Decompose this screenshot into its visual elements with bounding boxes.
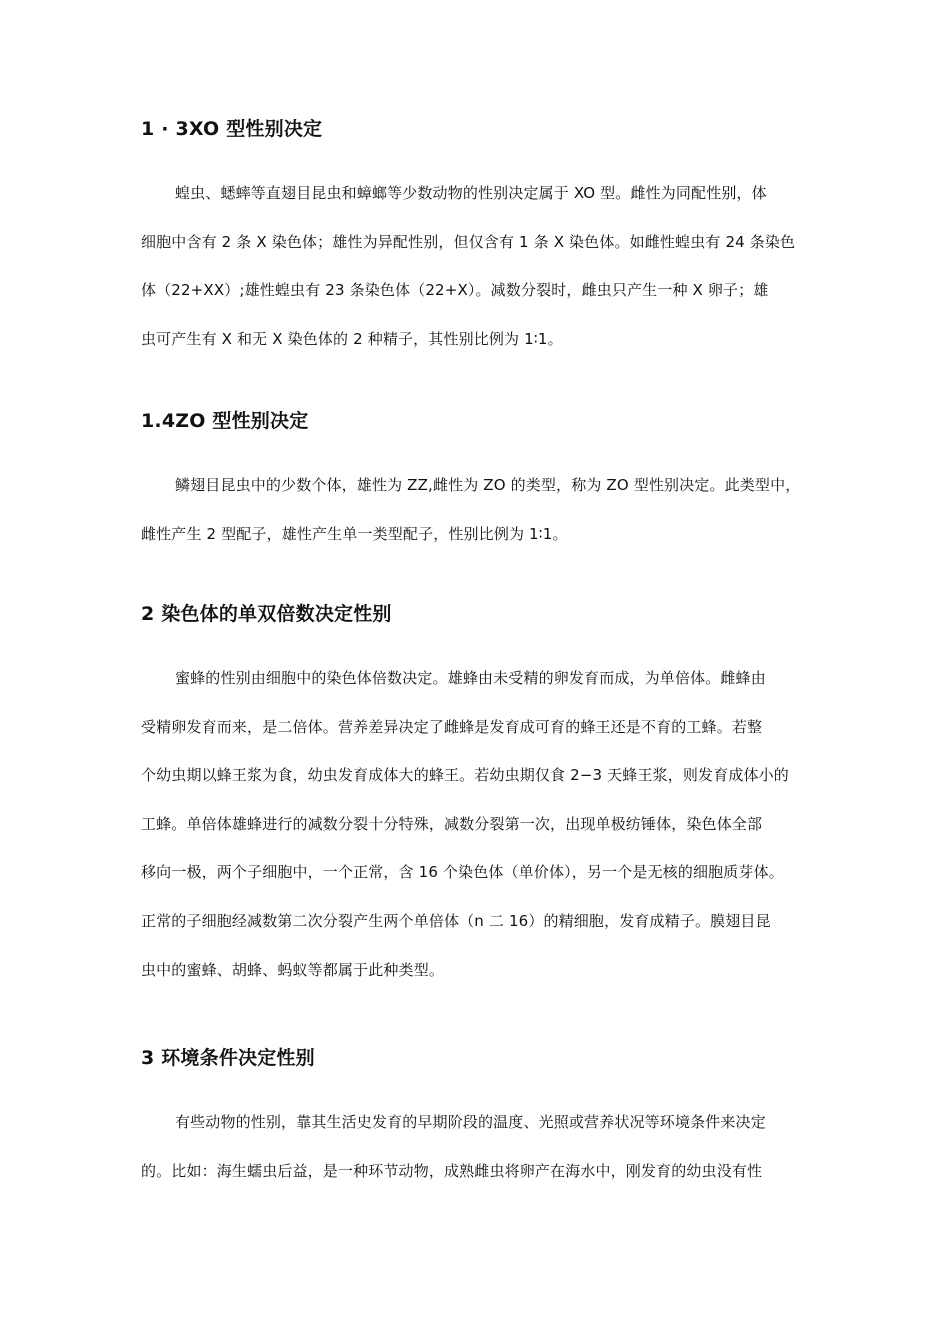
paragraph-line: 鳞翅目昆虫中的少数个体，雄性为 ZZ,雌性为 ZO 的类型，称为 ZO 型性别决定。此类型中， <box>175 476 801 494</box>
paragraph-line: 正常的子细胞经减数第二次分裂产生两个单倍体（n 二 16）的精细胞，发育成精子。膜翅目昆 <box>141 911 771 930</box>
paragraph-line: 蝗虫、蟋蟀等直翅目昆虫和蟑螂等少数动物的性别决定属于 XO 型。雌性为同配性别，体 <box>175 184 767 202</box>
section-heading-ploidy: 2 染色体的单双倍数决定性别 <box>141 603 392 625</box>
paragraph-line: 虫可产生有 X 和无 X 染色体的 2 种精子，其性别比例为 1∶1。 <box>141 329 563 348</box>
paragraph-xo <box>141 183 821 377</box>
paragraph-line: 有些动物的性别，靠其生活史发育的早期阶段的温度、光照或营养状况等环境条件来决定 <box>175 1113 766 1131</box>
paragraph-environment <box>141 1112 821 1209</box>
paragraph-line: 工蜂。单倍体雄蜂进行的减数分裂十分特殊，减数分裂第一次，出现单极纺锤体，染色体全部 <box>141 814 763 833</box>
paragraph-zo <box>141 475 821 572</box>
section-heading-zo: 1.4ZO 型性别决定 <box>141 410 309 432</box>
paragraph-line: 虫中的蜜蜂、胡蜂、蚂蚁等都属于此种类型。 <box>141 960 445 979</box>
paragraph-line: 蜜蜂的性别由细胞中的染色体倍数决定。雄蜂由未受精的卵发育而成，为单倍体。雌蜂由 <box>175 669 766 687</box>
paragraph-line: 的。比如：海生蠕虫后益，是一种环节动物，成熟雌虫将卵产在海水中，刚发育的幼虫没有性 <box>141 1161 763 1180</box>
paragraph-line: 体（22+XX）;雄性蝗虫有 23 条染色体（22+X）。减数分裂时，雌虫只产生一种 X 卵子；雄 <box>141 281 769 300</box>
paragraph-line: 受精卵发育而来，是二倍体。营养差异决定了雌蜂是发育成可育的蜂王还是不育的工蜂。若整 <box>141 717 763 736</box>
paragraph-line: 雌性产生 2 型配子，雄性产生单一类型配子，性别比例为 1∶1。 <box>141 524 568 543</box>
section-heading-xo: 1 · 3XO 型性别决定 <box>141 118 323 140</box>
paragraph-line: 细胞中含有 2 条 X 染色体；雄性为异配性别，但仅含有 1 条 X 染色体。如雌性蝗虫有 24 条染色 <box>141 232 796 251</box>
paragraph-line: 移向一极，两个子细胞中，一个正常，含 16 个染色体（单价体），另一个是无核的细胞质芽体。 <box>141 863 784 882</box>
paragraph-ploidy <box>141 668 821 1008</box>
paragraph-line: 个幼虫期以蜂王浆为食，幼虫发育成体大的蜂王。若幼虫期仅食 2−3 天蜂王浆，则发育成体小的 <box>141 766 789 785</box>
section-heading-environment: 3 环境条件决定性别 <box>141 1047 315 1069</box>
